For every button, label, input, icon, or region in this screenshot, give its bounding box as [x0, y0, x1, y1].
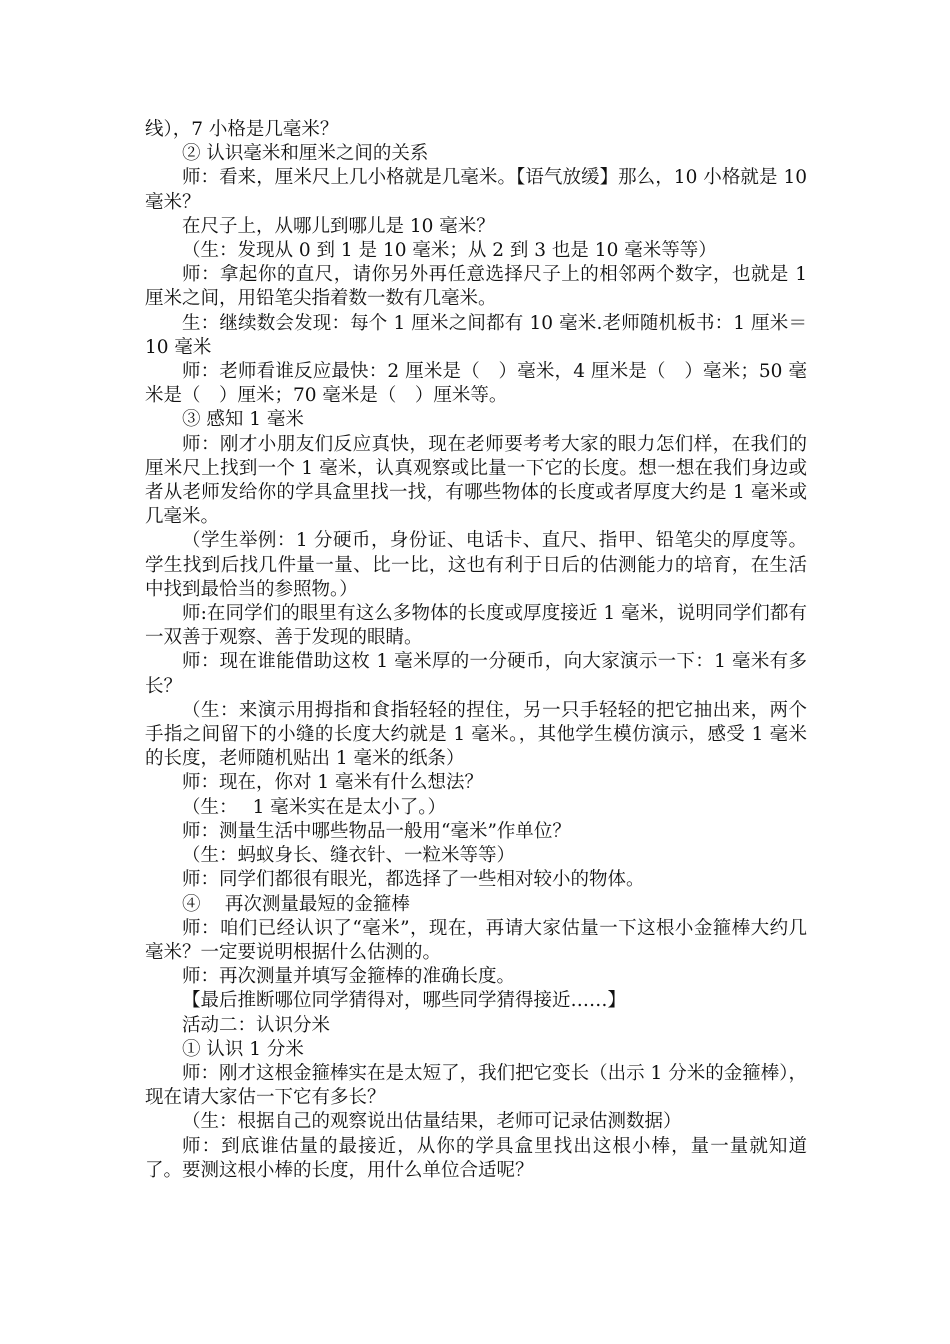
paragraph: 在尺子上，从哪儿到哪儿是 10 毫米？ [182, 215, 495, 237]
paragraph: 师：现在谁能借助这枚 1 毫米厚的一分硬币，向大家演示一下：1 毫米有多长？ [145, 651, 807, 697]
paragraph: （生：来演示用拇指和食指轻轻的捏住，另一只手轻轻的把它抽出来，两个手指之间留下的小缝的长度大约就是 1 毫米。，其他学生模仿演示，感受 1 毫米的长度，老师随机贴出 1 毫米的纸条） [145, 699, 807, 770]
paragraph: 师：同学们都很有眼光，都选择了一些相对较小的物体。 [182, 869, 645, 891]
paragraph: 师:在同学们的眼里有这么多物体的长度或厚度接近 1 毫米，说明同学们都有一双善于观察、善于发现的眼睛。 [145, 603, 807, 649]
paragraph: 师：拿起你的直尺，请你另外再任意选择尺子上的相邻两个数字，也就是 1 厘米之间，用铅笔尖指着数一数有几毫米。 [145, 264, 813, 310]
paragraph: （生： 1 毫米实在是太小了。） [182, 796, 447, 818]
paragraph: （生：根据自己的观察说出估量结果，老师可记录估测数据） [182, 1111, 682, 1133]
paragraph: 师：到底谁估量的最接近，从你的学具盒里找出这根小棒，量一量就知道了。要测这根小棒的长度，用什么单位合适呢？ [145, 1135, 807, 1181]
paragraph: 师：咱们已经认识了“毫米”，现在，再请大家估量一下这根小金箍棒大约几毫米？一定要说明根据什么估测的。 [145, 917, 807, 963]
paragraph: （生：蚂蚁身长、缝衣针、一粒米等等） [182, 845, 516, 867]
paragraph: （学生举例：1 分硬币，身份证、电话卡、直尺、指甲、铅笔尖的厚度等。学生找到后找几件量一量、比一比，这也有利于日后的估测能力的培育，在生活中找到最恰当的参照物。） [145, 530, 807, 600]
paragraph: 活动二：认识分米 [182, 1014, 331, 1036]
paragraph: ② 认识毫米和厘米之间的关系 [182, 143, 429, 165]
paragraph: 师：测量生活中哪些物品一般用“毫米”作单位？ [182, 820, 571, 842]
paragraph: ④ 再次测量最短的金箍棒 [182, 893, 410, 915]
paragraph: 师：刚才小朋友们反应真快，现在老师要考考大家的眼力怎们样，在我们的厘米尺上找到一个 1 毫米，认真观察或比量一下它的长度。想一想在我们身边或者从老师发给你的学具盒里找一找，有哪些物体的长度或者厚度大约是 1 毫米或几毫米。 [145, 433, 807, 528]
paragraph: 【最后推断哪位同学猜得对，哪些同学猜得接近……】 [182, 990, 627, 1012]
paragraph: 师：现在，你对 1 毫米有什么想法？ [182, 772, 484, 794]
paragraph: 生：继续数会发现：每个 1 厘米之间都有 10 毫米.老师随机板书：1 厘米＝10 毫米 [145, 312, 807, 358]
document-body [145, 118, 813, 1183]
paragraph: 师：再次测量并填写金箍棒的准确长度。 [182, 966, 516, 988]
paragraph: 线），7 小格是几毫米？ [145, 119, 339, 140]
paragraph: 师：老师看谁反应最快：2 厘米是（ ）毫米，4 厘米是（ ）毫米；50 毫米是（ ）厘米；70 毫米是（ ）厘米等。 [145, 361, 807, 407]
paragraph: 师：刚才这根金箍棒实在是太短了，我们把它变长（出示 1 分米的金箍棒），现在请大家估一下它有多长？ [145, 1062, 807, 1109]
paragraph: ③ 感知 1 毫米 [182, 409, 304, 431]
paragraph: （生：发现从 0 到 1 是 10 毫米；从 2 到 3 也是 10 毫米等等） [182, 240, 717, 262]
paragraph: 师：看来，厘米尺上几小格就是几毫米。【语气放缓】那么，10 小格就是 10 毫米？ [145, 167, 813, 213]
paragraph: ① 认识 1 分米 [182, 1038, 304, 1060]
